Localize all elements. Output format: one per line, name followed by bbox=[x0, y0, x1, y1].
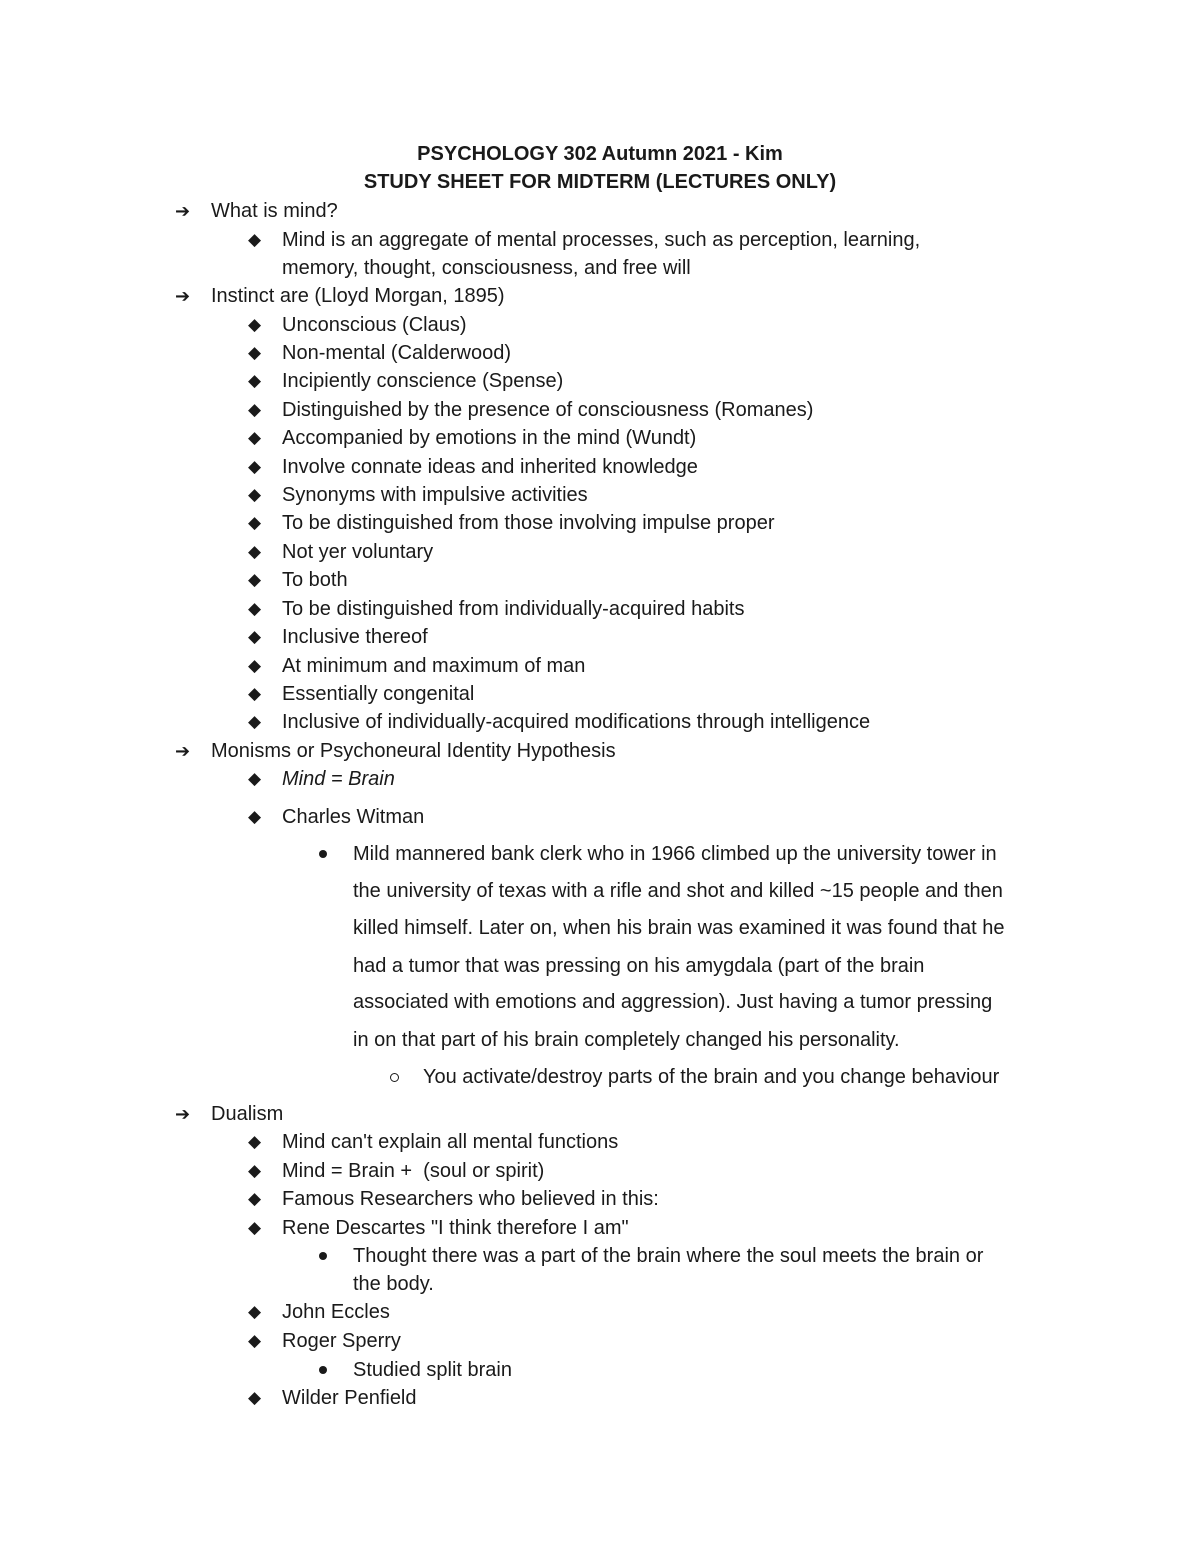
list-item-continuation: in on that part of his brain completely changed his personality. bbox=[353, 1029, 900, 1051]
list-item: Incipiently conscience (Spense) bbox=[282, 370, 564, 392]
diamond-bullet-icon: ◆ bbox=[248, 807, 262, 826]
list-item: Famous Researchers who believed in this: bbox=[282, 1188, 659, 1210]
list-item-continuation: associated with emotions and aggression). Just having a tumor pressing bbox=[353, 991, 993, 1013]
diamond-bullet-icon: ◆ bbox=[248, 1161, 262, 1180]
document-subtitle: STUDY SHEET FOR MIDTERM (LECTURES ONLY) bbox=[363, 171, 837, 193]
list-item: Studied split brain bbox=[353, 1359, 512, 1381]
diamond-bullet-icon: ◆ bbox=[248, 1218, 262, 1237]
diamond-bullet-icon: ◆ bbox=[248, 1331, 262, 1350]
list-item: Monisms or Psychoneural Identity Hypothesis bbox=[211, 740, 616, 762]
diamond-bullet-icon: ◆ bbox=[248, 428, 262, 447]
diamond-bullet-icon: ◆ bbox=[248, 712, 262, 731]
list-item: Rene Descartes "I think therefore I am" bbox=[282, 1217, 629, 1239]
document-title: PSYCHOLOGY 302 Autumn 2021 - Kim bbox=[417, 143, 783, 165]
list-item-continuation: killed himself. Later on, when his brain was examined it was found that he bbox=[353, 917, 1005, 939]
list-item: Unconscious (Claus) bbox=[282, 314, 467, 336]
list-item: Mind = Brain bbox=[282, 768, 395, 790]
diamond-bullet-icon: ◆ bbox=[248, 230, 262, 249]
list-item: Inclusive of individually-acquired modifications through intelligence bbox=[282, 711, 871, 733]
diamond-bullet-icon: ◆ bbox=[248, 1189, 262, 1208]
list-item: Roger Sperry bbox=[282, 1330, 401, 1352]
list-item: Mind can't explain all mental functions bbox=[282, 1131, 619, 1153]
diamond-bullet-icon: ◆ bbox=[248, 684, 262, 703]
list-item: Wilder Penfield bbox=[282, 1387, 417, 1409]
diamond-bullet-icon: ◆ bbox=[248, 457, 262, 476]
filled-dot-bullet-icon bbox=[319, 1252, 327, 1260]
diamond-bullet-icon: ◆ bbox=[248, 485, 262, 504]
list-item-continuation: memory, thought, consciousness, and free will bbox=[282, 257, 691, 279]
right-arrow-icon: ➔ bbox=[175, 1104, 191, 1124]
list-item-continuation: the body. bbox=[353, 1273, 434, 1295]
list-item: To both bbox=[282, 569, 348, 591]
list-item: To be distinguished from those involving impulse proper bbox=[282, 512, 775, 534]
list-item: You activate/destroy parts of the brain and you change behaviour bbox=[423, 1066, 1000, 1088]
list-item: Mind is an aggregate of mental processes, such as perception, learning, bbox=[282, 229, 921, 251]
filled-dot-bullet-icon bbox=[319, 850, 327, 858]
list-item-continuation: the university of texas with a rifle and shot and killed ~15 people and then bbox=[353, 880, 1003, 902]
list-item: Synonyms with impulsive activities bbox=[282, 484, 588, 506]
right-arrow-icon: ➔ bbox=[175, 201, 191, 221]
diamond-bullet-icon: ◆ bbox=[248, 315, 262, 334]
diamond-bullet-icon: ◆ bbox=[248, 400, 262, 419]
list-item: John Eccles bbox=[282, 1301, 390, 1323]
diamond-bullet-icon: ◆ bbox=[248, 769, 262, 788]
diamond-bullet-icon: ◆ bbox=[248, 343, 262, 362]
list-item-continuation: had a tumor that was pressing on his amygdala (part of the brain bbox=[353, 955, 925, 977]
diamond-bullet-icon: ◆ bbox=[248, 1132, 262, 1151]
diamond-bullet-icon: ◆ bbox=[248, 656, 262, 675]
right-arrow-icon: ➔ bbox=[175, 741, 191, 761]
list-item: Mild mannered bank clerk who in 1966 climbed up the university tower in bbox=[353, 843, 997, 865]
diamond-bullet-icon: ◆ bbox=[248, 1388, 262, 1407]
diamond-bullet-icon: ◆ bbox=[248, 599, 262, 618]
list-item: Dualism bbox=[211, 1103, 284, 1125]
diamond-bullet-icon: ◆ bbox=[248, 513, 262, 532]
list-item: At minimum and maximum of man bbox=[282, 655, 586, 677]
right-arrow-icon: ➔ bbox=[175, 286, 191, 306]
list-item: Involve connate ideas and inherited knowledge bbox=[282, 456, 698, 478]
diamond-bullet-icon: ◆ bbox=[248, 627, 262, 646]
diamond-bullet-icon: ◆ bbox=[248, 542, 262, 561]
list-item: Essentially congenital bbox=[282, 683, 475, 705]
list-item: Mind = Brain + (soul or spirit) bbox=[282, 1160, 545, 1182]
hollow-circle-bullet-icon bbox=[390, 1073, 399, 1082]
list-item: Instinct are (Lloyd Morgan, 1895) bbox=[211, 285, 505, 307]
diamond-bullet-icon: ◆ bbox=[248, 371, 262, 390]
diamond-bullet-icon: ◆ bbox=[248, 1302, 262, 1321]
list-item: What is mind? bbox=[211, 200, 338, 222]
filled-dot-bullet-icon bbox=[319, 1366, 327, 1374]
list-item: Distinguished by the presence of consciousness (Romanes) bbox=[282, 399, 814, 421]
list-item: Charles Witman bbox=[282, 806, 425, 828]
list-item: To be distinguished from individually-acquired habits bbox=[282, 598, 745, 620]
list-item: Thought there was a part of the brain where the soul meets the brain or bbox=[353, 1245, 984, 1267]
diamond-bullet-icon: ◆ bbox=[248, 570, 262, 589]
list-item: Non-mental (Calderwood) bbox=[282, 342, 511, 364]
list-item: Accompanied by emotions in the mind (Wundt) bbox=[282, 427, 697, 449]
list-item: Not yer voluntary bbox=[282, 541, 434, 563]
list-item: Inclusive thereof bbox=[282, 626, 428, 648]
